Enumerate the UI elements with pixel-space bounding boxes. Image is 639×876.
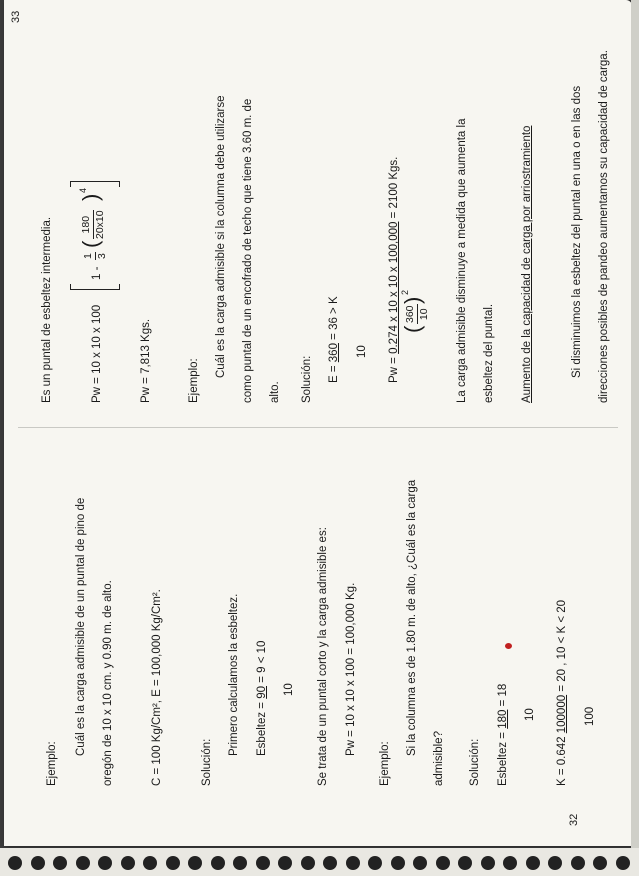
spiral-hole (526, 856, 540, 870)
right-bracket (70, 181, 120, 187)
body-text: direcciones posibles de pandeo aumentamos su capacidad de carga. (598, 50, 610, 403)
open-paren: ( (78, 240, 103, 248)
spiral-hole (53, 856, 67, 870)
example-question-line: admisible? (433, 731, 445, 786)
spiral-hole (413, 856, 427, 870)
example-label: Ejemplo: (379, 741, 391, 786)
example-label: Ejemplo: (46, 741, 58, 786)
fraction-slenderness: 180 20x10 (80, 210, 107, 239)
slenderness-formula: Esbeltez = 180 = 18 (497, 683, 509, 786)
page-number: 32 (568, 813, 580, 826)
spiral-hole (436, 856, 450, 870)
spiral-hole (233, 856, 247, 870)
body-text: Se trata de un puntal corto y la carga admisible es: (317, 527, 329, 786)
spiral-hole (368, 856, 382, 870)
load-formula: Pw = 10 x 10 x 100 = 100,000 Kg. (345, 582, 357, 756)
body-text: Si disminuimos la esbeltez del puntal en una o en las dos (571, 85, 583, 378)
conclusion-line: La carga admisible disminuye a medida que aumenta la (456, 118, 468, 403)
example-question-line: Cuál es la carga admisible de un puntal de pino de (75, 497, 87, 756)
ink-spot (505, 643, 512, 649)
spiral-binding (0, 848, 639, 876)
solution-label: Solución: (469, 738, 481, 786)
solution-label: Solución: (201, 738, 213, 786)
section-heading: Aumento de la capacidad de carga por arriostramiento (521, 125, 533, 403)
given-values: C = 100 Kg/Cm², E = 100,000 Kg/Cm². (151, 589, 163, 786)
page-edge (631, 0, 639, 876)
solution-label: Solución: (301, 355, 313, 403)
spiral-hole (458, 856, 472, 870)
formula-denominator: 10 (283, 683, 295, 696)
spiral-hole (166, 856, 180, 870)
close-paren: ) (400, 296, 425, 304)
solution-step: Primero calculamos la esbeltez. (228, 593, 240, 756)
spiral-hole (548, 856, 562, 870)
spiral-hole (323, 856, 337, 870)
spiral-hole (8, 856, 22, 870)
fraction-height: 360 10 (404, 305, 431, 323)
spiral-hole (121, 856, 135, 870)
close-paren: ) (78, 193, 103, 201)
example-question-line: alto. (269, 381, 281, 403)
spiral-hole (571, 856, 585, 870)
example-question-line: oregón de 10 x 10 cm. y 0.90 m. de alto. (102, 580, 114, 786)
spiral-hole (256, 856, 270, 870)
spiral-hole (76, 856, 90, 870)
spiral-hole (481, 856, 495, 870)
example-question-line: como puntal de un encofrado de techo que tiene 3.60 m. de (242, 98, 254, 403)
formula-denominator: 10 (524, 708, 536, 721)
spiral-hole (211, 856, 225, 870)
e-formula: E = 360 = 36 > K (328, 296, 340, 383)
spiral-hole (346, 856, 360, 870)
page-number: 33 (10, 10, 22, 23)
spiral-hole (391, 856, 405, 870)
page-33 (0, 0, 628, 423)
load-formula-3: Pw = 0.274 x 10 x 10 x 100,000 = 2100 Kgs. (388, 156, 400, 383)
slenderness-formula: Esbeltez = 90 = 9 < 10 (256, 640, 268, 756)
spiral-hole (188, 856, 202, 870)
example-question-line: Si la columna es de 1.80 m. de alto, ¿Cuál es la carga (406, 479, 418, 756)
exponent: 2 (400, 289, 410, 295)
page-32 (0, 428, 628, 846)
open-paren: ( (400, 325, 425, 333)
spiral-hole (593, 856, 607, 870)
example-question-line: Cuál es la carga admisible si la columna debe utilizarse (215, 95, 227, 378)
spiral-hole (31, 856, 45, 870)
intro-text: Es un puntal de esbeltez intermedia. (41, 216, 53, 403)
spiral-hole (98, 856, 112, 870)
spiral-hole (143, 856, 157, 870)
formula-denominator: 100 (584, 706, 596, 726)
k-formula: K = 0.642 100000 = 20 , 10 < K < 20 (556, 599, 568, 786)
load-formula-prefix: Pw = 10 x 10 x 100 (91, 304, 103, 403)
spiral-hole (616, 856, 630, 870)
example-label: Ejemplo: (188, 358, 200, 403)
spiral-hole (301, 856, 315, 870)
conclusion-line: esbeltez del puntal. (483, 303, 495, 403)
formula-denominator: 10 (356, 345, 368, 358)
spiral-hole (278, 856, 292, 870)
load-result: Pw = 7,813 Kgs. (140, 318, 152, 403)
spiral-hole (503, 856, 517, 870)
formula-one-minus: 1 - (91, 266, 103, 280)
exponent: 4 (78, 187, 88, 193)
left-bracket (70, 284, 120, 290)
fraction-one-third: 1 3 (82, 253, 109, 259)
